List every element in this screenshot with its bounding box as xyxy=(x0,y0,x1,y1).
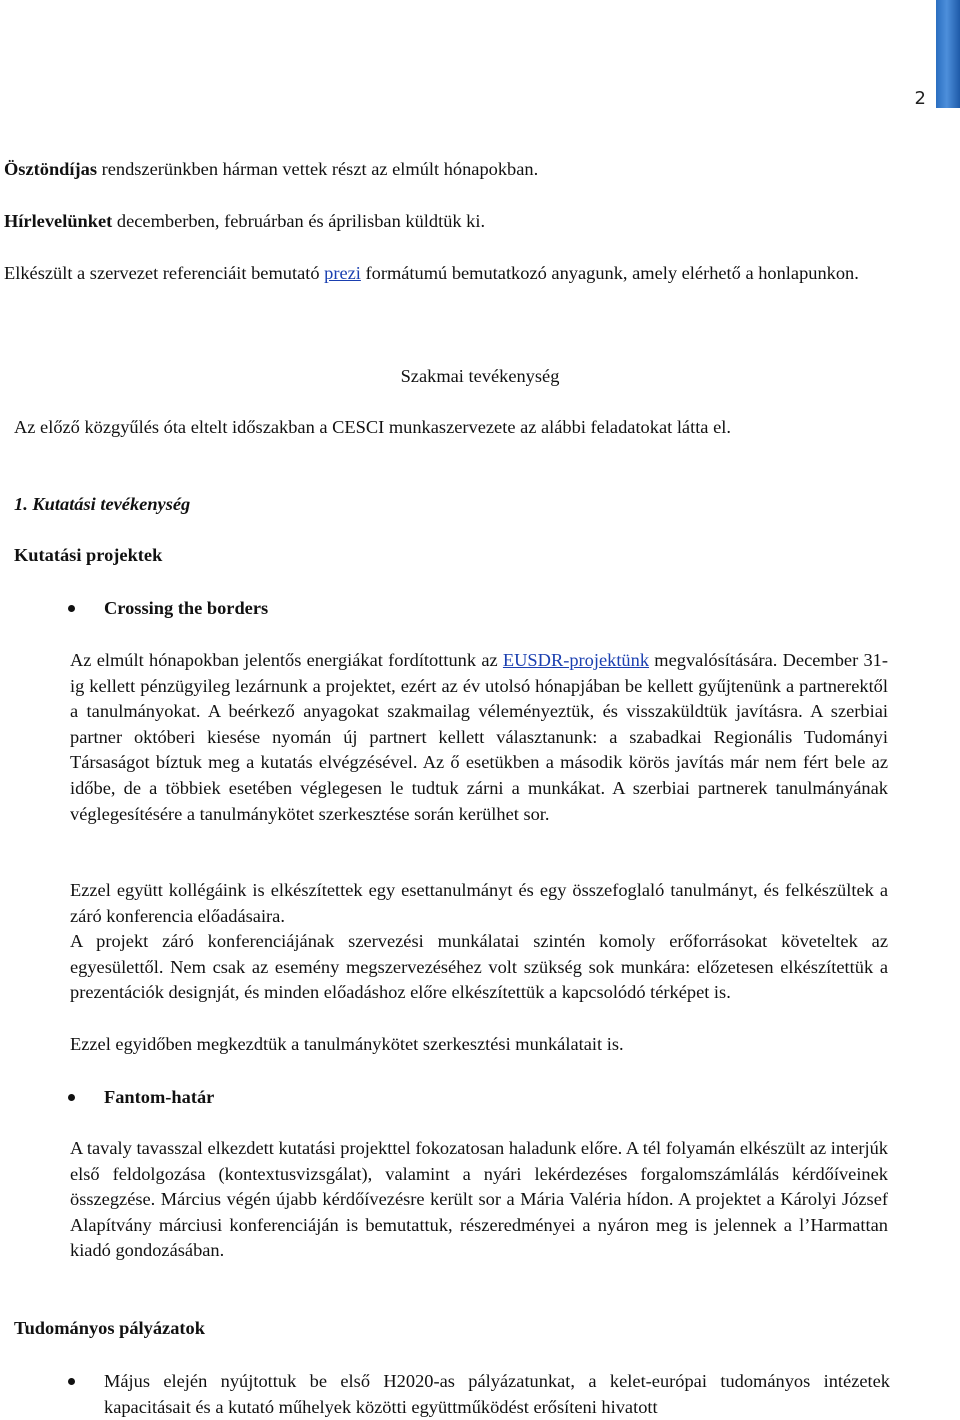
crossing-p1-before: Az elmúlt hónapokban jelentős energiákat fordítottunk az xyxy=(70,650,503,670)
newsletter-paragraph xyxy=(4,209,888,235)
crossing-paragraph-1 xyxy=(70,648,888,827)
scholarship-paragraph xyxy=(4,157,888,183)
grants-heading: Tudományos pályázatok xyxy=(14,1318,205,1338)
grants-item-1: Május elején nyújtottuk be első H2020-as pályázatunkat, a kelet-európai tudományos intézetek kapacitásait és a kutató műhelyek közötti együttműködést erősíteni hivatott xyxy=(104,1371,890,1417)
research-subheading: Kutatási projektek xyxy=(14,545,163,565)
crossing-paragraph-4: Ezzel egyidőben megkezdtük a tanulmánykötet szerkesztési munkálatait is. xyxy=(70,1034,624,1054)
crossing-title: Crossing the borders xyxy=(104,598,269,618)
bullet-icon xyxy=(68,605,75,612)
page-number: 2 xyxy=(914,88,926,109)
page-corner-bar xyxy=(936,0,960,108)
prezi-text-after: formátumú bemutatkozó anyagunk, amely elérhető a honlapunkon. xyxy=(360,263,859,283)
eusdr-link[interactable]: EUSDR-projektünk xyxy=(502,650,650,670)
prezi-paragraph xyxy=(4,261,888,287)
fantom-paragraph: A tavaly tavasszal elkezdett kutatási projekttel fokozatosan haladunk előre. A tél folyamán elkészült az interjúk első feldolgozása (kontextusvizsgálat), valamint a nyári lekérdezéses forgalomszámlálás kérdőíveinek összegzése. Március végén újabb kérdőívezésre került sor a Mária Valéria hídon. A projektet a Károlyi József Alapítvány márciusi konferenciáján is bemutattuk, részeredményei a nyáron meg is jelennek a l’Harmattan kiadó gondozásában. xyxy=(70,1138,888,1261)
section-title: Szakmai tevékenység xyxy=(400,366,560,386)
newsletter-text: decemberben, februárban és áprilisban küldtük ki. xyxy=(112,211,486,231)
crossing-paragraph-2: Ezzel együtt kollégáink is elkészítettek egy esettanulmányt és egy összefoglaló tanulmányt, és felkészültek a záró konferencia előadásaira. xyxy=(70,880,888,926)
scholarship-text: rendszerünkben hárman vettek részt az elmúlt hónapokban. xyxy=(97,159,539,179)
prezi-text-before: Elkészült a szervezet referenciáit bemutató xyxy=(4,263,325,283)
prezi-link[interactable]: prezi xyxy=(324,263,361,283)
fantom-title: Fantom-határ xyxy=(104,1087,215,1107)
bullet-icon xyxy=(68,1094,75,1101)
crossing-paragraph-3: A projekt záró konferenciájának szervezési munkálatai szintén komoly erőforrásokat követeltek az egyesülettől. Nem csak az esemény megszervezéséhez volt szükség sok munkára: előzetesen elkészítettük a prezentációk designját, és minden előadáshoz előre elkészítettük a kapcsolódó térképet is. xyxy=(70,931,888,1003)
scholarship-bold: Ösztöndíjas xyxy=(4,159,97,179)
research-heading: 1. Kutatási tevékenység xyxy=(14,494,191,514)
newsletter-bold: Hírlevelünket xyxy=(4,211,113,231)
bullet-icon xyxy=(68,1378,75,1385)
section-intro: Az előző közgyűlés óta eltelt időszakban a CESCI munkaszervezete az alábbi feladatokat látta el. xyxy=(14,417,731,437)
crossing-p1-after: megvalósítására. December 31-ig kellett pénzügyileg lezárnunk a projektet, ezért az év utolsó hónapjában be kellett gyűjtenünk a partnerektől a tanulmányokat. A beérkező anyagokat szakmailag véleményeztük, és visszaküldtük javításra. A szerbiai partner októberi kiesése nyomán új partnert kellett választanunk: a szabadkai Regionális Tudományi Társaságot bíztuk meg a kutatás elvégzésével. Az ő esetükben a második körös javítás már nem fért bele az időbe, de a többiek esetében véglegesen le tudtuk zárni a munkákat. A szerbiai partnerek tanulmányának véglegesítésére a tanulmánykötet szerkesztése során kerülhet sor. xyxy=(70,650,888,824)
